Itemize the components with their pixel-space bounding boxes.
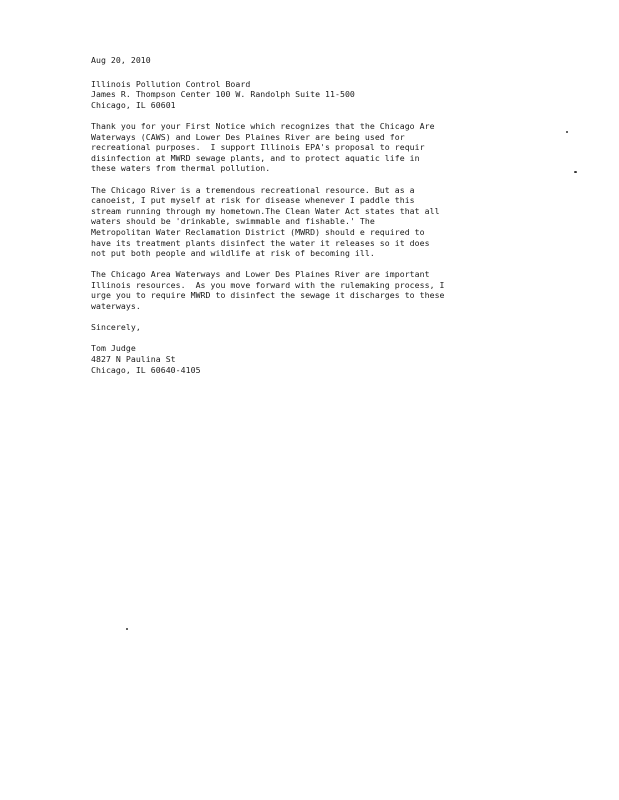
- paragraph-line: Waterways (CAWS) and Lower Des Plaines River are being used for: [91, 131, 405, 142]
- paragraph-line: these waters from thermal pollution.: [91, 163, 271, 174]
- recipient-line: James R. Thompson Center 100 W. Randolph Suite 11-500: [91, 89, 355, 100]
- recipient-address: [91, 79, 491, 111]
- paragraph-line: waterways.: [91, 301, 141, 312]
- scan-speck: [566, 131, 568, 133]
- signature-city: Chicago, IL 60640-4105: [91, 364, 201, 375]
- paragraph-line: have its treatment plants disinfect the water it releases so it does: [91, 237, 430, 248]
- paragraph-line: waters should be 'drinkable, swimmable and fishable.' The: [91, 216, 375, 227]
- paragraph-line: disinfection at MWRD sewage plants, and to protect aquatic life in: [91, 152, 420, 163]
- paragraph-line: Metropolitan Water Reclamation District (MWRD) should e required to: [91, 226, 425, 237]
- paragraph-line: recreational purposes. I support Illinois EPA's proposal to requir: [91, 142, 425, 153]
- paragraph-line: urge you to require MWRD to disinfect the sewage it discharges to these: [91, 290, 445, 301]
- paragraph-2: [91, 185, 491, 259]
- letter-date: Aug 20, 2010: [91, 55, 151, 65]
- paragraph-line: The Chicago Area Waterways and Lower Des Plaines River are important: [91, 269, 430, 280]
- paragraph-line: Thank you for your First Notice which recognizes that the Chicago Are: [91, 120, 435, 131]
- paragraph-3: [91, 269, 491, 311]
- recipient-line: Illinois Pollution Control Board: [91, 78, 251, 89]
- scan-speck: [126, 628, 128, 630]
- scan-speck: [574, 171, 577, 173]
- signature-name: Tom Judge: [91, 343, 136, 354]
- closing: Sincerely,: [91, 322, 141, 333]
- signature-street: 4827 N Paulina St: [91, 354, 176, 365]
- paragraph-1: [91, 121, 491, 174]
- recipient-line: Chicago, IL 60601: [91, 99, 176, 110]
- signature-block: [91, 343, 491, 375]
- paragraph-line: not put both people and wildlife at risk of becoming ill.: [91, 248, 375, 259]
- paragraph-line: Illinois resources. As you move forward with the rulemaking process, I: [91, 279, 445, 290]
- letter-body: [91, 55, 491, 375]
- paragraph-line: The Chicago River is a tremendous recreational resource. But as a: [91, 184, 415, 195]
- paragraph-line: stream running through my hometown.The Clean Water Act states that all: [91, 205, 440, 216]
- paragraph-line: canoeist, I put myself at risk for disease whenever I paddle this: [91, 195, 415, 206]
